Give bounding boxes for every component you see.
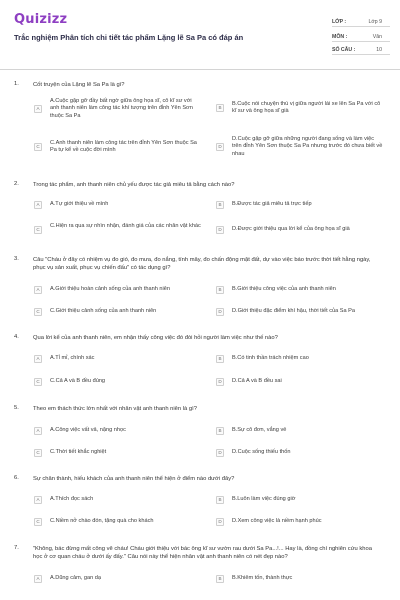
page-title: Trắc nghiệm Phân tích chi tiết tác phẩm Lặng lẽ Sa Pa có đáp án — [14, 33, 244, 42]
worksheet-header — [0, 0, 400, 66]
option-letter-box: D — [216, 226, 224, 234]
option-letter-box: A — [34, 355, 42, 363]
meta-count-value: 10 — [376, 47, 382, 53]
question-number: 5. — [14, 405, 19, 411]
option-letter-box: B — [216, 427, 224, 435]
option-text: C.Niềm nở chào đón, tặng quà cho khách — [50, 518, 154, 524]
question-number: 6. — [14, 475, 19, 481]
option-text: A.Thích đọc sách — [50, 496, 94, 502]
option-text: A.Công việc vất vả, nặng nhọc — [50, 427, 126, 433]
option-letter-box: A — [34, 201, 42, 209]
option-text: A.Dũng cảm, gan dạ — [50, 575, 101, 581]
question-text: Theo em thách thức lớn nhất với nhân vật anh thanh niên là gì? — [33, 406, 197, 412]
option-text: D.Giới thiệu đặc điểm khí hậu, thời tiết của Sa Pa — [232, 308, 356, 314]
option-letter-box: D — [216, 518, 224, 526]
question-number: 4. — [14, 334, 19, 340]
question-text: Cốt truyện của Lặng lẽ Sa Pa là gì? — [33, 82, 125, 88]
question-text: Câu "Cháu ở đây có nhiệm vụ đo gió, đo mưa, đo nắng, tính mây, đo chấn động mặt đất, dự vào việc báo trước thời tiết hằng ngày, phục vụ sản xuất, phục vụ chiến đấu" có tác dụng gì? — [33, 257, 371, 272]
option-letter-box: C — [34, 518, 42, 526]
option-letter-box: C — [34, 226, 42, 234]
option-text: B.Có tinh thần trách nhiệm cao — [232, 355, 309, 361]
question-number: 2. — [14, 181, 19, 187]
meta-count — [332, 44, 390, 55]
option-letter-box: C — [34, 449, 42, 457]
option-text: C.Thời tiết khắc nghiệt — [50, 449, 107, 455]
option-text: D.Cuộc gặp gỡ giữa những người đang sống và làm việc trên đỉnh Yên Sơn thuộc Sa Pa nhưng trước đó chưa biết về nhau — [232, 136, 383, 157]
option-text: D.Xem công việc là niềm hạnh phúc — [232, 518, 322, 524]
option-letter-box: C — [34, 308, 42, 316]
option-letter-box: A — [34, 427, 42, 435]
meta-grade-value: Lớp 9 — [368, 19, 382, 25]
option-letter-box: A — [34, 496, 42, 504]
option-text: A.Giới thiệu hoàn cảnh sống của anh thanh niên — [50, 286, 170, 292]
option-letter-box: D — [216, 143, 224, 151]
question-number: 1. — [14, 81, 19, 87]
meta-grade-label: LỚP : — [332, 19, 347, 25]
option-text: C.Cả A và B đều đúng — [50, 378, 106, 384]
option-letter-box: C — [34, 378, 42, 386]
option-text: B.Cuộc nói chuyện thú vị giữa người lái xe lên Sa Pa với cô kĩ sư và ông họa sĩ già — [232, 101, 381, 115]
meta-subject-value: Văn — [372, 34, 382, 40]
question-text: Trong tác phẩm, anh thanh niên chủ yếu được tác giả miêu tả bằng cách nào? — [33, 182, 235, 188]
option-letter-box: D — [216, 308, 224, 316]
option-text: B.Sự cô đơn, vắng vẻ — [232, 427, 287, 433]
option-letter-box: A — [34, 575, 42, 583]
option-text: C.Anh thanh niên làm công tác trên đỉnh Yên Sơn thuộc Sa Pa tự kể về cuộc đời mình — [50, 140, 197, 154]
option-text: C.Hiện ra qua sự nhìn nhận, đánh giá của các nhân vật khác — [50, 223, 201, 229]
question-number: 7. — [14, 545, 19, 551]
option-text: A.Cuộc gặp gỡ đầy bất ngờ giữa ông họa sĩ, cô kĩ sư với anh thanh niên làm công tác khí tượng trên đỉnh Yên Sơn thuộc Sa Pa — [50, 98, 193, 119]
option-text: D.Được giới thiệu qua lời kể của ông họa sĩ già — [232, 226, 350, 232]
option-letter-box: C — [34, 143, 42, 151]
quizizz-logo: Quizizz — [14, 12, 68, 27]
option-letter-box: D — [216, 449, 224, 457]
option-text: B.Khiêm tốn, thành thực — [232, 575, 293, 581]
meta-grade — [332, 16, 390, 27]
meta-count-label: SỐ CÂU : — [332, 47, 356, 53]
option-text: C.Giới thiệu cảnh sống của anh thanh niên — [50, 308, 157, 314]
option-text: B.Giới thiệu công việc của anh thanh niên — [232, 286, 336, 292]
option-letter-box: B — [216, 104, 224, 112]
option-text: A.Tự giới thiệu về mình — [50, 201, 109, 207]
option-letter-box: A — [34, 286, 42, 294]
meta-subject — [332, 31, 390, 42]
option-text: A.Tỉ mỉ, chính xác — [50, 355, 95, 361]
option-letter-box: B — [216, 201, 224, 209]
question-text: Sự chân thành, hiếu khách của anh thanh niên thể hiện ở điểm nào dưới đây? — [33, 476, 235, 482]
option-letter-box: A — [34, 105, 42, 113]
question-text: "Không, bác đừng mất công vẽ cháu! Cháu giới thiệu với bác ông kĩ sư vườn rau dưới Sa Pa...!... Hay là, đồng chí nghiên cứu khoa học ở cơ quan cháu ở dưới ấy đấy." Câu nói này thể hiện nhân vật anh thanh niên có nét đẹp nào? — [33, 546, 372, 561]
option-text: D.Cả A và B đều sai — [232, 378, 282, 384]
option-letter-box: B — [216, 286, 224, 294]
option-letter-box: B — [216, 575, 224, 583]
header-divider — [0, 69, 400, 70]
option-text: B.Được tác giả miêu tả trực tiếp — [232, 201, 312, 207]
option-letter-box: B — [216, 355, 224, 363]
question-number: 3. — [14, 256, 19, 262]
option-text: D.Cuộc sống thiếu thốn — [232, 449, 291, 455]
option-text: B.Luôn làm việc đúng giờ — [232, 496, 296, 502]
question-text: Qua lời kể của anh thanh niên, em nhận thấy công việc đó đòi hỏi người làm việc như thế nào? — [33, 335, 278, 341]
meta-subject-label: MÔN : — [332, 34, 348, 40]
option-letter-box: B — [216, 496, 224, 504]
option-letter-box: D — [216, 378, 224, 386]
